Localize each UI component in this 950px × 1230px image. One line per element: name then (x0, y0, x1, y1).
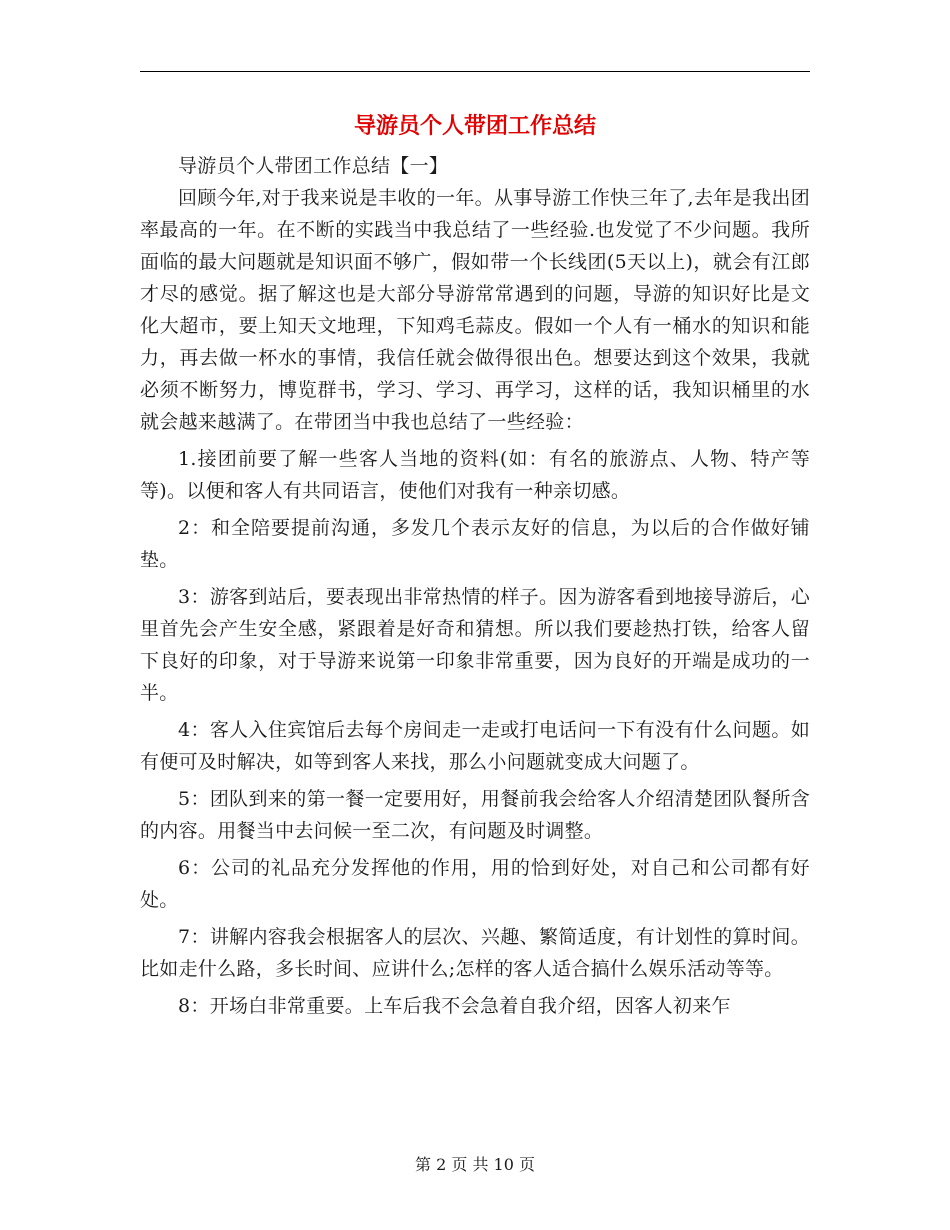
list-item-2: 2：和全陪要提前沟通，多发几个表示友好的信息，为以后的合作做好铺垫。 (140, 517, 810, 571)
section-heading: 导游员个人带团工作总结【一】 (178, 155, 449, 177)
list-item-7: 7：讲解内容我会根据客人的层次、兴趣、繁简适度，有计划性的算时间。比如走什么路，多长时间、应讲什么;怎样的客人适合搞什么娱乐活动等等。 (140, 926, 810, 980)
intro-paragraph: 回顾今年,对于我来说是丰收的一年。从事导游工作快三年了,去年是我出团率最高的一年。在不断的实践当中我总结了一些经验.也发觉了不少问题。我所面临的最大问题就是知识面不够广，假如带一个长线团(5天以上)，就会有江郎才尽的感觉。据了解这也是大部分导游常常遇到的问题，导游的知识好比是文化大超市，要上知天文地理，下知鸡毛蒜皮。假如一个人有一桶水的知识和能力，再去做一杯水的事情，我信任就会做得很出色。想要达到这个效果，我就必须不断努力，博览群书，学习、学习、再学习，这样的话，我知识桶里的水就会越来越满了。在带团当中我也总结了一些经验： (140, 187, 810, 433)
list-item-1: 1.接团前要了解一些客人当地的资料(如：有名的旅游点、人物、特产等等)。以便和客人有共同语言，使他们对我有一种亲切感。 (140, 448, 810, 502)
list-item-6: 6：公司的礼品充分发挥他的作用，用的恰到好处，对自己和公司都有好处。 (140, 857, 810, 911)
header-rule (140, 71, 810, 72)
list-item-4: 4：客人入住宾馆后去每个房间走一走或打电话问一下有没有什么问题。如有便可及时解决，如等到客人来找，那么小问题就变成大问题了。 (140, 719, 810, 773)
list-item-5: 5：团队到来的第一餐一定要用好，用餐前我会给客人介绍清楚团队餐所含的内容。用餐当中去问候一至二次，有问题及时调整。 (140, 788, 810, 842)
page-number: 第 2 页 共 10 页 (415, 1155, 535, 1174)
list-item-3: 3：游客到站后，要表现出非常热情的样子。因为游客看到地接导游后，心里首先会产生安全感，紧跟着是好奇和猜想。所以我们要趁热打铁，给客人留下良好的印象，对于导游来说第一印象非常重要，因为良好的开端是成功的一半。 (140, 586, 810, 704)
document-title: 导游员个人带团工作总结 (353, 113, 596, 139)
list-item-8: 8：开场白非常重要。上车后我不会急着自我介绍，因客人初来乍 (178, 995, 731, 1017)
document-body (140, 150, 810, 1022)
